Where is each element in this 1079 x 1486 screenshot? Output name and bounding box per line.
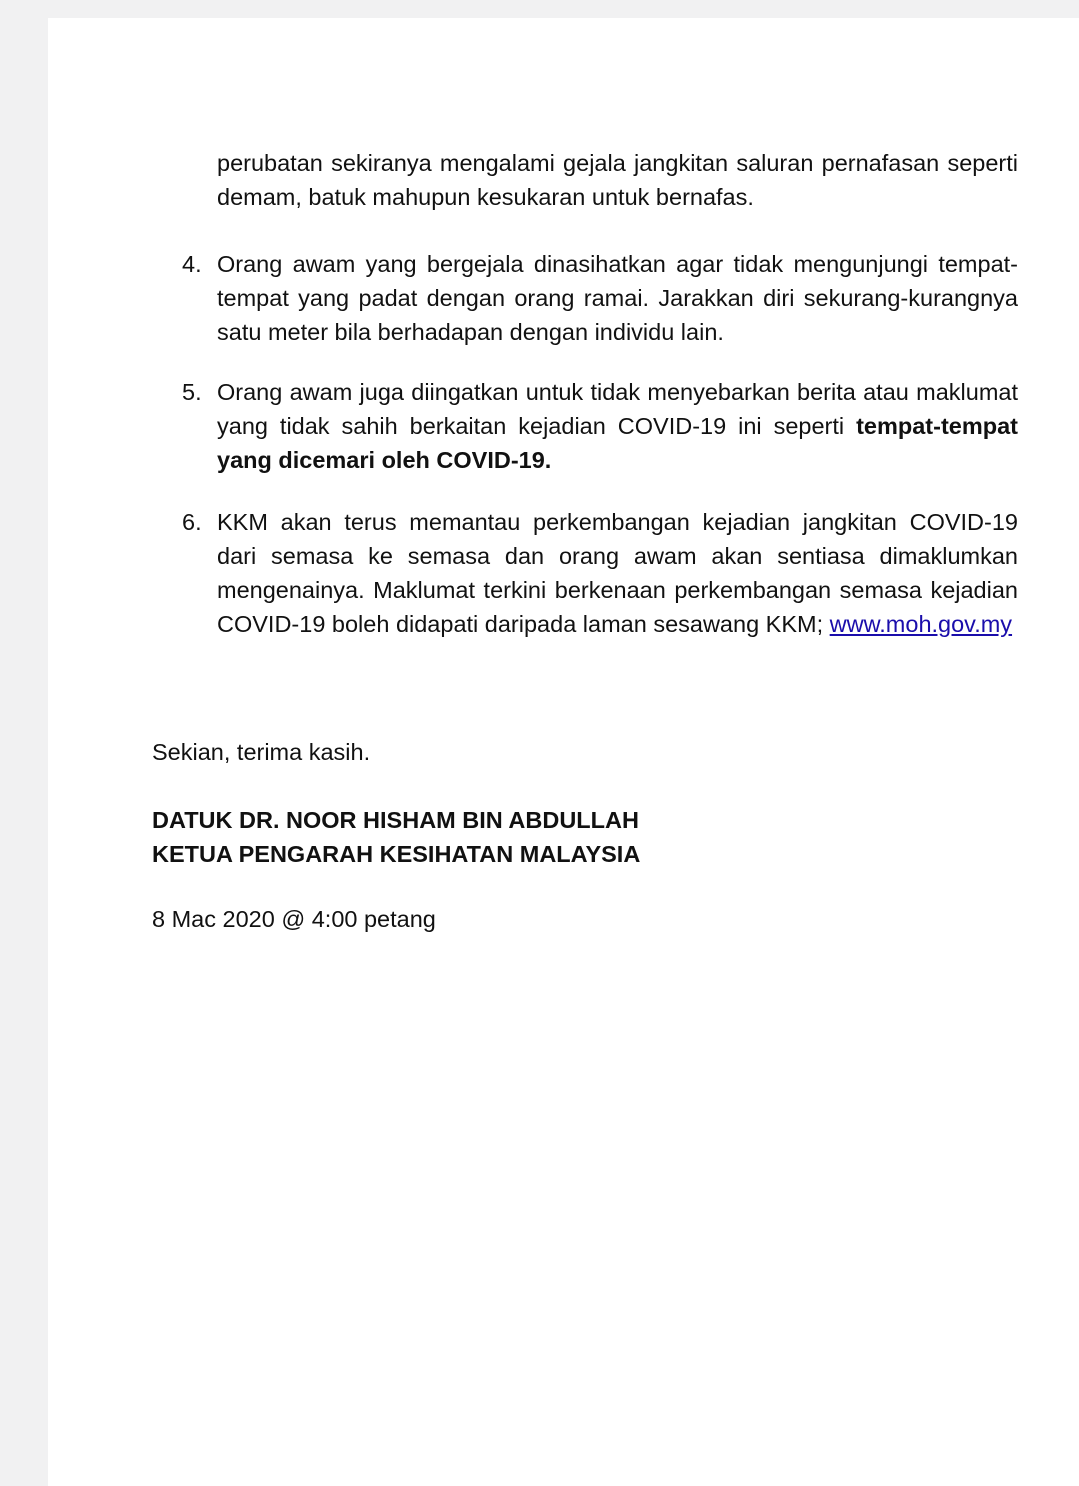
list-item-text (217, 505, 1018, 641)
statement-date: 8 Mac 2020 @ 4:00 petang (152, 906, 436, 932)
list-number: 6. (182, 509, 202, 535)
signature-block (152, 803, 640, 871)
list-item-text-bold: tempat-tempat yang dicemari oleh COVID-19. (217, 413, 1019, 473)
list-item-text (217, 375, 1018, 477)
continuation-paragraph: perubatan sekiranya mengalami gejala jangkitan saluran pernafasan seperti demam, batuk mahupun kesukaran untuk bernafas. (217, 150, 1018, 210)
closing-text: Sekian, terima kasih. (152, 739, 371, 765)
list-item-text-regular: Orang awam juga diingatkan untuk tidak menyebarkan berita atau maklumat yang tidak sahih berkaitan kejadian COVID-19 ini seperti (217, 379, 1018, 439)
list-number: 4. (182, 251, 202, 277)
list-item-text-regular: KKM akan terus memantau perkembangan kejadian jangkitan COVID-19 dari semasa ke semasa dan orang awam akan sentiasa dimaklumkan mengenainya. Maklumat terkini berkenaan perkembangan semasa kejadian COVID-19 boleh didapati daripada laman sesawang KKM; (217, 509, 1018, 637)
document-page (48, 18, 1079, 1486)
moh-website-link[interactable]: www.moh.gov.my (829, 611, 1013, 637)
list-number: 5. (182, 379, 202, 405)
list-item-text: Orang awam yang bergejala dinasihatkan agar tidak mengunjungi tempat-tempat yang padat dengan orang ramai. Jarakkan diri sekurang-kurangnya satu meter bila berhadapan dengan individu lain. (217, 251, 1018, 345)
signatory-name: DATUK DR. NOOR HISHAM BIN ABDULLAH (152, 807, 639, 833)
signatory-title: KETUA PENGARAH KESIHATAN MALAYSIA (152, 841, 641, 867)
